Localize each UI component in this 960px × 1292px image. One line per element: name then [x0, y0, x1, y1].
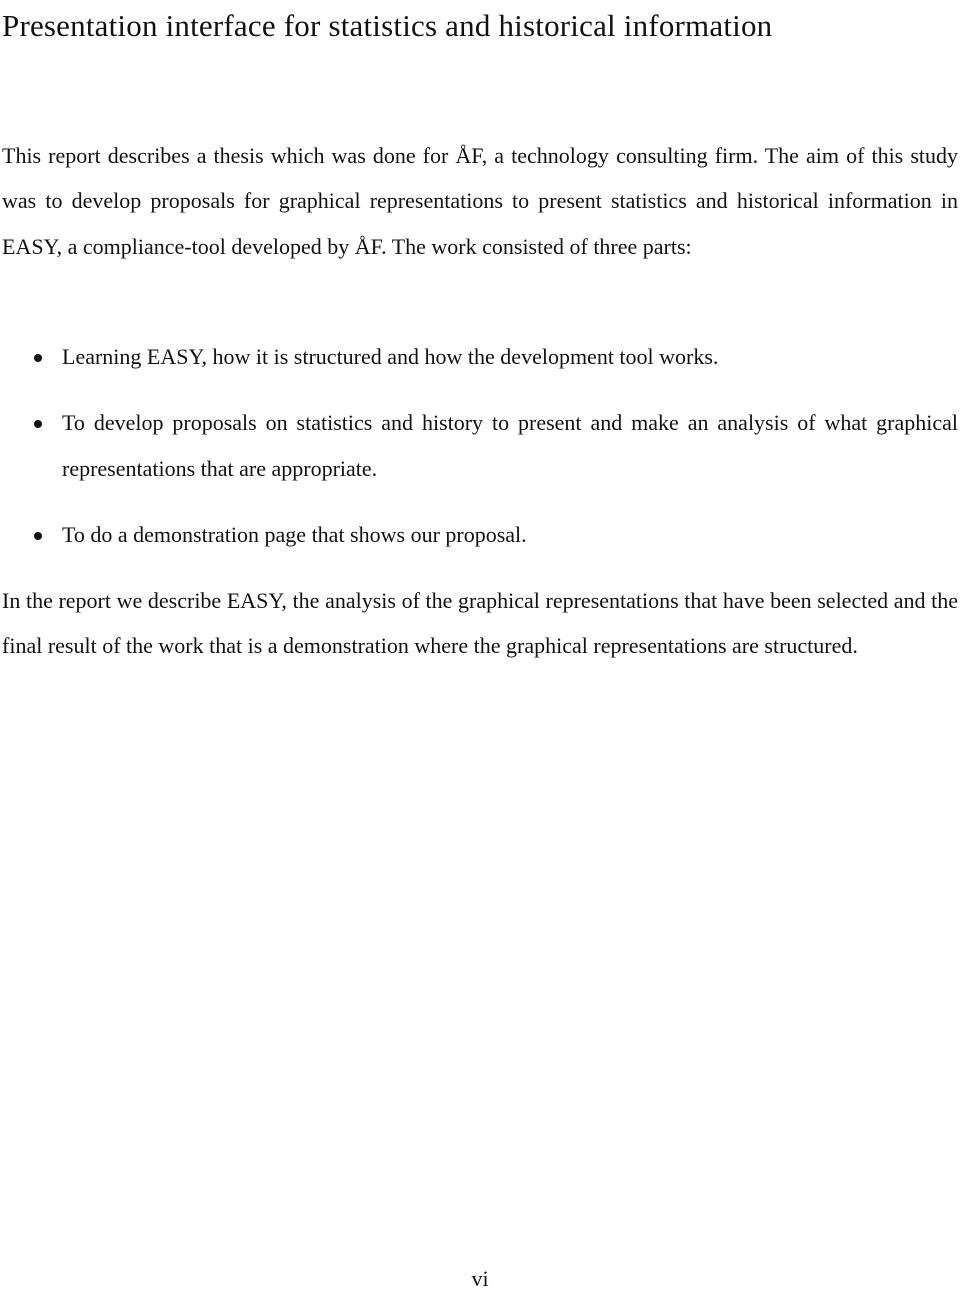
outro-paragraph: In the report we describe EASY, the analysis of the graphical representations that have been selected and the final result of the work that is a demonstration where the graphical representations are structured. — [2, 588, 958, 659]
intro-paragraph: This report describes a thesis which was done for ÅF, a technology consulting firm. The aim of this study was to develop proposals for graphical representations to present statistics and historical information in EASY, a compliance-tool developed by ÅF. The work consisted of three parts: — [2, 143, 958, 259]
page-number: vi — [471, 1266, 489, 1291]
list-item-text: Learning EASY, how it is structured and how the development tool works. — [62, 344, 719, 369]
bullet-icon — [34, 420, 42, 428]
document-title: Presentation interface for statistics and historical information — [2, 8, 773, 43]
list-item — [0, 512, 958, 557]
parts-list — [0, 334, 958, 578]
list-item-text: To do a demonstration page that shows our proposal. — [62, 521, 527, 547]
bullet-icon — [34, 354, 42, 362]
bullet-icon — [34, 532, 42, 540]
list-item-text: To develop proposals on statistics and history to present and make an analysis of what graphical representations that are appropriate. — [62, 410, 958, 481]
list-item — [0, 400, 958, 491]
list-item — [0, 334, 958, 379]
